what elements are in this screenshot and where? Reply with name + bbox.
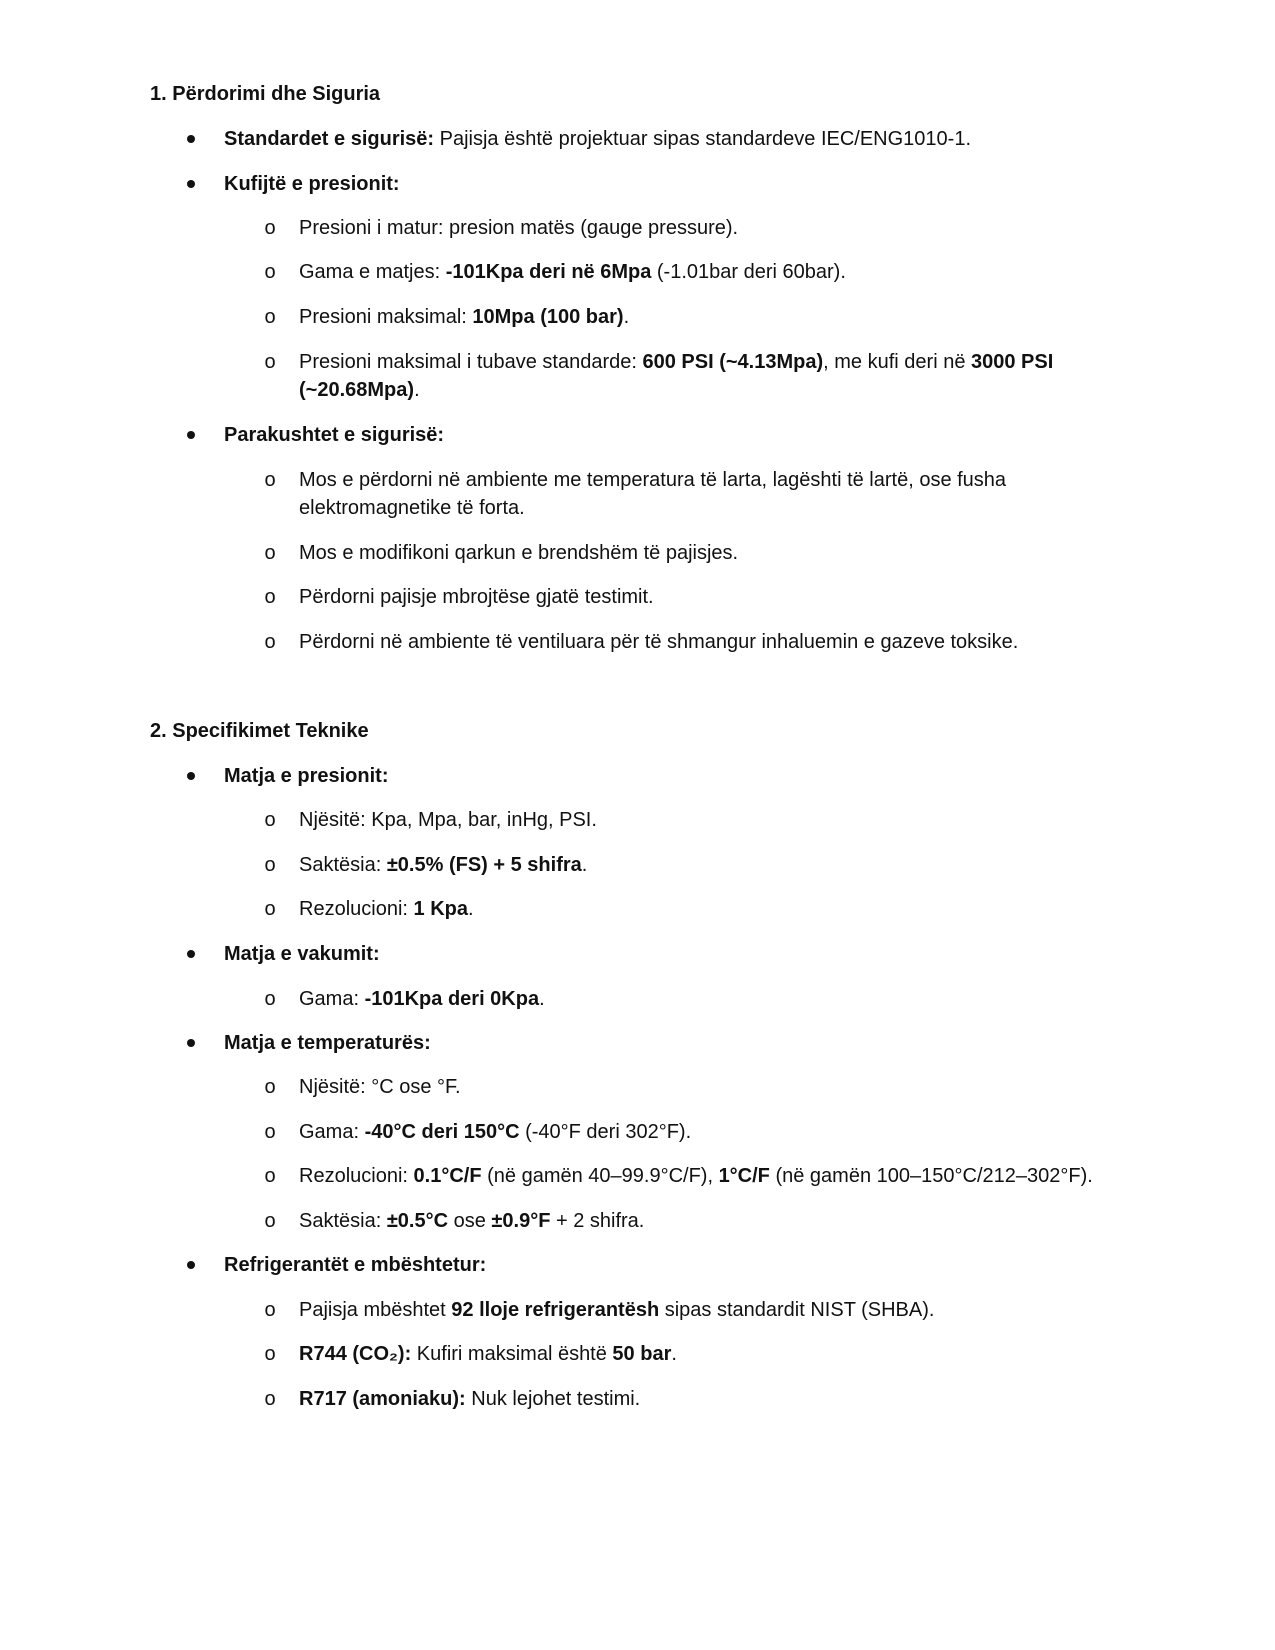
sub-item: Njësitë: Kpa, Mpa, bar, inHg, PSI. [299, 809, 597, 831]
section-heading: 2. Specifikimet Teknike [150, 720, 369, 742]
bold-run: (~20.68Mpa) [299, 379, 415, 401]
text-run: Pajisja mbështet [299, 1299, 452, 1321]
sub-bullet-icon: o [264, 261, 276, 283]
bullet-icon [186, 940, 196, 958]
item-label: Matja e presionit: [224, 765, 389, 787]
sub-bullet-icon: o [264, 542, 276, 564]
sub-bullet-icon: o [264, 1076, 276, 1098]
sub-item [299, 1385, 1099, 1413]
sub-bullet-icon: o [264, 217, 276, 239]
sub-item: Presioni i matur: presion matës (gauge pressure). [299, 217, 739, 239]
sub-bullet-icon: o [264, 1299, 276, 1321]
text-run: . [581, 854, 588, 876]
text-run: Gama e matjes: [299, 261, 446, 283]
bold-run: 600 PSI (~4.13Mpa) [642, 351, 824, 373]
sub-item [299, 303, 1099, 331]
text-run: Saktësia: [299, 854, 387, 876]
bullet-icon [186, 125, 196, 143]
sub-item [299, 1207, 1099, 1235]
text-run: (në gamën 40–99.9°C/F), [481, 1165, 719, 1187]
sub-item [299, 851, 1099, 879]
sub-item [299, 348, 1099, 376]
bold-run: 10Mpa (100 bar) [472, 306, 624, 328]
sub-item [299, 1296, 1099, 1324]
bullet-icon [186, 1251, 196, 1269]
item-label: Kufijtë e presionit: [224, 173, 400, 195]
text-run: Saktësia: [299, 1210, 387, 1232]
text-run: (në gamën 100–150°C/212–302°F). [769, 1165, 1093, 1187]
sub-bullet-icon: o [264, 351, 276, 373]
bold-run: 1 Kpa [413, 898, 468, 920]
text-run: Nuk lejohet testimi. [465, 1388, 641, 1410]
sub-bullet-icon: o [264, 586, 276, 608]
bold-run: R744 (CO₂): [299, 1343, 412, 1365]
text-run: (-40°F deri 302°F). [519, 1121, 692, 1143]
sub-item-continuation [299, 376, 1099, 404]
sub-bullet-icon: o [264, 306, 276, 328]
item-label: Refrigerantët e mbështetur: [224, 1254, 487, 1276]
bullet-icon [186, 170, 196, 188]
section-heading: 1. Përdorimi dhe Siguria [150, 83, 381, 105]
text-run: . [671, 1343, 677, 1365]
item-label: Parakushtet e sigurisë: [224, 424, 445, 446]
sub-bullet-icon: o [264, 988, 276, 1010]
text-run: Kufiri maksimal është [411, 1343, 613, 1365]
bold-run: 92 lloje refrigerantësh [451, 1299, 660, 1321]
sub-bullet-icon: o [264, 898, 276, 920]
item-text: Pajisja është projektuar sipas standardeve IEC/ENG1010-1. [434, 128, 972, 150]
bold-run: 1°C/F [718, 1165, 770, 1187]
bullet-icon [186, 762, 196, 780]
bold-run: -101Kpa deri në 6Mpa [445, 261, 652, 283]
sub-bullet-icon: o [264, 1210, 276, 1232]
bullet-icon [186, 1029, 196, 1047]
text-run: . [467, 898, 474, 920]
sub-item: Njësitë: °C ose °F. [299, 1076, 461, 1098]
sub-item: Mos e modifikoni qarkun e brendshëm të pajisjes. [299, 542, 739, 564]
sub-bullet-icon: o [264, 469, 276, 491]
text-run: , me kufi deri në [823, 351, 971, 373]
sub-bullet-icon: o [264, 1388, 276, 1410]
item-label: Matja e temperaturës: [224, 1032, 431, 1054]
sub-item [299, 1162, 1229, 1190]
sub-bullet-icon: o [264, 809, 276, 831]
text-run: Gama: [299, 1121, 365, 1143]
bold-run: R717 (amoniaku): [299, 1388, 466, 1410]
item-label: Matja e vakumit: [224, 943, 380, 965]
bold-run: ±0.5°C [386, 1210, 449, 1232]
sub-bullet-icon: o [264, 1343, 276, 1365]
text-run: (-1.01bar deri 60bar). [651, 261, 846, 283]
sub-item [299, 258, 1099, 286]
text-run: . [623, 306, 630, 328]
bold-run: ±0.9°F [491, 1210, 551, 1232]
sub-bullet-icon: o [264, 1121, 276, 1143]
bold-run: 3000 PSI [971, 351, 1054, 373]
text-run: + 2 shifra. [550, 1210, 645, 1232]
text-run: Presioni maksimal i tubave standarde: [299, 351, 643, 373]
bold-run: 0.1°C/F [413, 1165, 482, 1187]
list-item [224, 125, 1124, 153]
sub-item: Përdorni në ambiente të ventiluara për të shmangur inhaluemin e gazeve toksike. [299, 631, 1019, 653]
sub-item [299, 985, 1099, 1013]
sub-bullet-icon: o [264, 631, 276, 653]
sub-item [299, 895, 1099, 923]
text-run: ose [448, 1210, 492, 1232]
text-run: Presioni maksimal: [299, 306, 473, 328]
bold-run: 50 bar [612, 1343, 672, 1365]
sub-item: Përdorni pajisje mbrojtëse gjatë testimit. [299, 586, 654, 608]
item-label: Standardet e sigurisë: [224, 128, 435, 150]
text-run: Rezolucioni: [299, 1165, 414, 1187]
bold-run: -101Kpa deri 0Kpa [364, 988, 540, 1010]
sub-item [299, 1118, 1099, 1146]
text-run: Rezolucioni: [299, 898, 414, 920]
sub-item-continuation: elektromagnetike të forta. [299, 497, 525, 519]
text-run: sipas standardit NIST (SHBA). [659, 1299, 935, 1321]
text-run: . [539, 988, 545, 1010]
bold-run: ±0.5% (FS) + 5 shifra [386, 854, 582, 876]
bullet-icon [186, 421, 196, 439]
sub-bullet-icon: o [264, 1165, 276, 1187]
bold-run: -40°C deri 150°C [364, 1121, 520, 1143]
sub-bullet-icon: o [264, 854, 276, 876]
text-run: Gama: [299, 988, 365, 1010]
sub-item: Mos e përdorni në ambiente me temperatura të larta, lagështi të lartë, ose fusha [299, 469, 1007, 491]
text-run: . [414, 379, 420, 401]
sub-item [299, 1340, 1099, 1368]
